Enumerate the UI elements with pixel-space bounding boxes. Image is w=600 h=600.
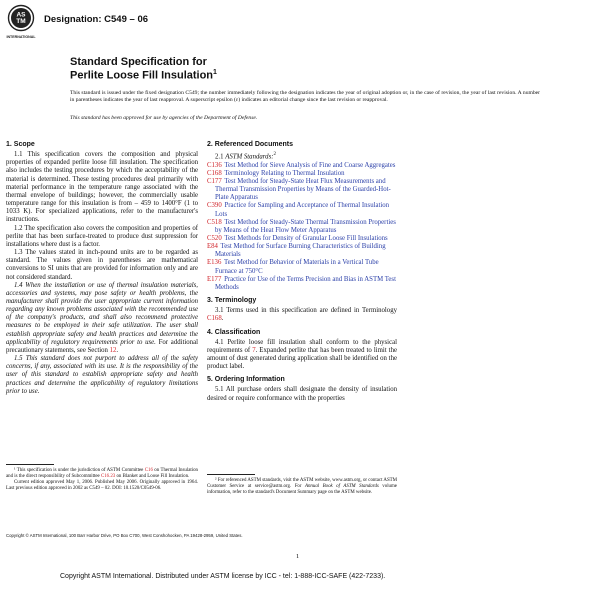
reference-title-link[interactable]: Practice for Sampling and Acceptance of Thermal Insulation Lots: [215, 202, 390, 218]
scope-1-4-tail: For additional precautionary statements, see Section: [6, 338, 198, 354]
footnote-2: [207, 478, 397, 496]
section-7-link[interactable]: 7: [252, 346, 256, 354]
reference-item: [207, 219, 397, 235]
title-line-1: Standard Specification for: [70, 56, 207, 68]
reference-code-link[interactable]: C518: [207, 218, 222, 226]
section-12-link[interactable]: 12: [109, 346, 117, 354]
svg-text:AS: AS: [16, 11, 26, 19]
left-column: [6, 140, 198, 396]
astm-logo: [6, 4, 36, 40]
astm-standards-subheading: [207, 151, 397, 161]
referenced-heading: 2. Referenced Documents: [207, 141, 293, 148]
classification-heading: 4. Classification: [207, 328, 261, 336]
terminology-heading: 3. Terminology: [207, 297, 257, 305]
terminology-end: .: [221, 315, 224, 323]
approved-note: This standard has been approved for use by agencies of the Department of Defense.: [70, 115, 258, 121]
scope-1-3: 1.3 The values stated in inch-pound units are to be regarded as standard. The values given in parentheses are mathematical conversions to SI units that are provided for information only and are not considered standard.: [6, 249, 198, 281]
ordering-5-1: 5.1 All purchase orders shall designate the density of insulation desired or require conformance with the properties: [207, 386, 397, 402]
reference-item: [207, 276, 397, 292]
reference-code-link[interactable]: C177: [207, 177, 222, 185]
fn2-italic: Annual Book of ASTM Standards: [305, 484, 379, 489]
reference-item: [207, 162, 397, 170]
copyright-line: Copyright © ASTM International, 100 Barr Harbor Drive, PO Box C700, West Conshohocken, PA 19428-2959, United States.: [6, 533, 243, 538]
reference-code-link[interactable]: C390: [207, 202, 222, 210]
right-column: [207, 140, 397, 403]
c168-link[interactable]: C168: [207, 315, 222, 323]
reference-title-link[interactable]: Test Method for Sieve Analysis of Fine and Coarse Aggregates: [224, 161, 396, 169]
ordering-heading: 5. Ordering Information: [207, 376, 285, 384]
reference-title-link[interactable]: Terminology Relating to Thermal Insulation: [224, 169, 345, 177]
classification-4-1: [207, 339, 397, 372]
scope-1-1: 1.1 This specification covers the composition and physical properties of expanded perlite loose fill insulation. The specification also includes the testing procedures by which the acceptability of the material is determined. These testing procedures deal primarily with material performance in the temperature range associated with the thermal envelope of buildings; however, the commercially usable temperature range for this insulation is from – 459 to 1400°F (1 to 1033 K). For specialized applications, refer to the manufacturer's instructions.: [6, 151, 198, 224]
reference-code-link[interactable]: C520: [207, 234, 222, 242]
reference-title-link[interactable]: Test Methods for Density of Granular Loose Fill Insulations: [224, 234, 388, 242]
page-number: 1: [296, 553, 300, 560]
scope-1-4-italic: 1.4 When the installation or use of thermal insulation materials, accessories and systems, may pose safety or health problems, the manufacturer shall provide the user appropriate current information regarding any known problems associated with the recommended use of the company's products, and shall also recommend protective measures to be employed in their safe utilization. The user shall establish appropriate safety and health practices and determine the applicability of regulatory requirements prior to use.: [6, 281, 198, 346]
reference-title-link[interactable]: Test Method for Behavior of Materials in a Vertical Tube Furnace at 750°C: [215, 259, 379, 275]
title-text: Perlite Loose Fill Insulation: [70, 69, 214, 82]
sub-num: 2.1: [215, 153, 226, 161]
reference-item: [207, 178, 397, 202]
fn2-b: volume information, refer to the standard's Document Summary page on the ASTM website.: [207, 484, 397, 495]
classification-end: . Expanded perlite that has been treated to limit the amount of dust generated during application shall be identified on the product label.: [207, 346, 397, 371]
scope-1-5: 1.5 This standard does not purport to address all of the safety concerns, if any, associated with its use. It is the responsibility of the user of this standard to establish appropriate safety and health practices and determine the applicability of regulatory limitations prior to use.: [6, 355, 198, 395]
fn1-b: on Thermal Insulation and is the direct responsibility of Subcommittee: [6, 468, 198, 479]
license-line: Copyright ASTM International. Distributed under ASTM license by ICC - tel: 1-888-ICC-SAFE (422-7233).: [60, 573, 386, 580]
reference-item: [207, 259, 397, 275]
scope-heading: 1. Scope: [6, 141, 35, 148]
scope-1-4: [6, 282, 198, 355]
fn2-a: ² For referenced ASTM standards, visit the ASTM website, www.astm.org, or contact ASTM Customer Service at service@astm.org. For: [207, 478, 397, 489]
footnote-rule-left: [6, 464, 54, 465]
c16-link[interactable]: C16: [144, 468, 153, 473]
reference-list: [207, 162, 397, 293]
reference-code-link[interactable]: E177: [207, 275, 222, 283]
fn1-c: on Blanket and Loose Fill Insulation.: [115, 474, 190, 479]
reference-item: [207, 235, 397, 243]
reference-title-link[interactable]: Test Method for Surface Burning Characteristics of Building Materials: [215, 243, 386, 259]
svg-text:TM: TM: [16, 18, 26, 25]
reference-code-link[interactable]: E84: [207, 243, 218, 251]
terminology-text: 3.1 Terms used in this specification are defined in Terminology: [215, 307, 397, 315]
reference-item: [207, 243, 397, 259]
title-line-2: [70, 69, 217, 82]
reference-code-link[interactable]: C168: [207, 169, 222, 177]
reference-code-link[interactable]: E136: [207, 259, 222, 267]
footnote-rule-right: [207, 474, 255, 475]
issued-note: This standard is issued under the fixed designation C549; the number immediately following the designation indicates the year of original adoption or, in the case of revision, the year of last revision. A number in parentheses indicates the year of last reapproval. A superscript epsilon (ε) indicates an editorial change since the last revision or reapproval.: [70, 90, 540, 104]
terminology-3-1: [207, 307, 397, 323]
classification-text: 4.1 Perlite loose fill insulation shall conform to the physical requirements of: [207, 338, 397, 354]
reference-code-link[interactable]: C136: [207, 161, 222, 169]
fn1-d: Current edition approved May 1, 2006. Published May 2006. Originally approved in 1964. Last previous edition approved in 2002 as C549 – 02. DOI: 10.1520/C0549-06.: [6, 480, 198, 491]
title-footnote-marker: 1: [213, 69, 217, 76]
c16-23-link[interactable]: C16.23: [100, 474, 116, 479]
footnote-1: [6, 468, 198, 492]
scope-1-2: 1.2 The specification also covers the composition and properties of perlite that has been surface-treated to produce dust suppression for installations where dust is a factor.: [6, 224, 198, 248]
sub-label: ASTM Standards:: [225, 153, 274, 161]
scope-1-4-end: .: [116, 346, 119, 354]
logo-text: INTERNATIONAL: [6, 35, 36, 39]
reference-item: [207, 202, 397, 218]
reference-title-link[interactable]: Practice for Use of the Terms Precision and Bias in ASTM Test Methods: [215, 275, 396, 291]
reference-title-link[interactable]: Test Method for Steady-State Thermal Transmission Properties by Means of the Heat Flow Meter Apparatus: [215, 218, 396, 234]
sub-footnote-marker: 2: [273, 152, 276, 158]
reference-item: [207, 170, 397, 178]
fn1-a: ¹ This specification is under the jurisdiction of ASTM Committee: [14, 468, 145, 473]
designation: Designation: C549 – 06: [44, 14, 149, 25]
reference-title-link[interactable]: Test Method for Steady-State Heat Flux Measurements and Thermal Transmission Properties by Means of the Guarded-Hot-Plate Apparatus: [215, 177, 391, 202]
